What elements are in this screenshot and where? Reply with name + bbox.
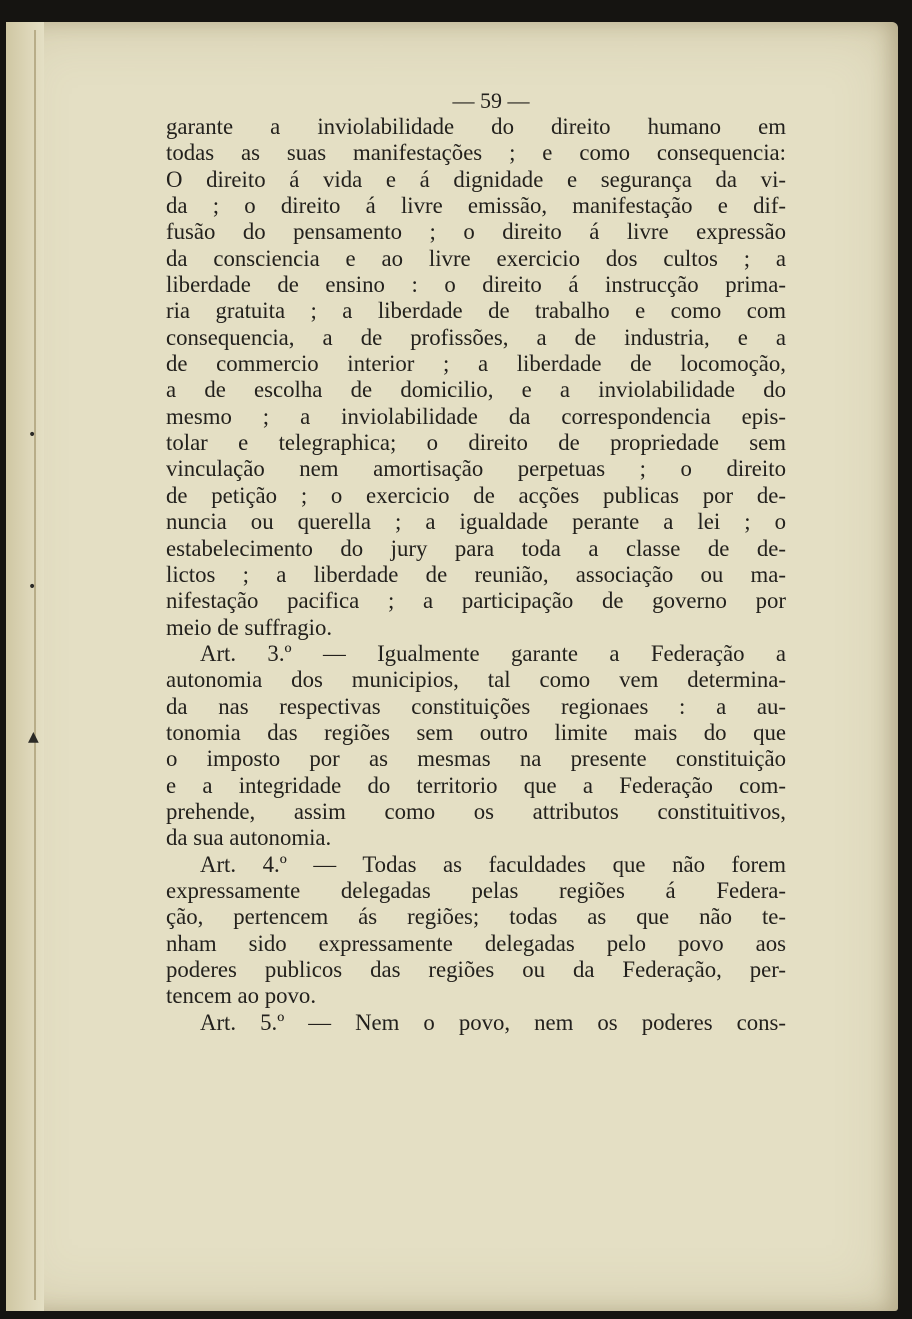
text-line: O direito á vida e á dignidade e segurança da vi- <box>166 166 786 192</box>
text-line: fusão do pensamento ; o direito á livre expressão <box>166 219 786 245</box>
text-line: ção, pertencem ás regiões; todas as que não te- <box>166 904 786 930</box>
text-line: poderes publicos das regiões ou da Federação, per- <box>166 957 786 982</box>
page-text <box>166 88 786 1036</box>
text-line: da nas respectivas constituições regionaes : a au- <box>166 693 786 719</box>
text-line: nuncia ou querella ; a igualdade perante a lei ; o <box>166 509 786 535</box>
text-line: todas as suas manifestações ; e como consequencia: <box>166 140 786 166</box>
text-line: mesmo ; a inviolabilidade da correspondencia epis- <box>166 403 786 429</box>
text-line: tencem ao povo. <box>166 983 317 1009</box>
text-line: estabelecimento do jury para toda a classe de de- <box>166 535 786 561</box>
text-line: de petição ; o exercicio de acções publicas por de- <box>166 482 786 508</box>
article-heading-line: Art. 3.º — Igualmente garante a Federação a <box>200 640 786 666</box>
text-line: de commercio interior ; a liberdade de locomoção, <box>166 351 786 377</box>
text-line: autonomia dos municipios, tal como vem determina- <box>166 667 786 693</box>
binding-mark: • <box>28 427 37 443</box>
text-line: expressamente delegadas pelas regiões á Federa- <box>166 877 786 903</box>
text-line: da consciencia e ao livre exercicio dos cultos ; a <box>166 245 786 271</box>
text-line: ria gratuita ; a liberdade de trabalho e como com <box>166 298 786 324</box>
text-line: nham sido expressamente delegadas pelo povo aos <box>166 930 786 956</box>
binding-mark: • <box>28 579 37 595</box>
text-line: da ; o direito á livre emissão, manifestação e dif- <box>166 193 786 219</box>
page-gutter <box>6 22 44 1311</box>
text-line: meio de suffragio. <box>166 614 333 640</box>
text-line: tonomia das regiões sem outro limite mais do que <box>166 719 786 745</box>
text-line: liberdade de ensino : o direito á instrucção prima- <box>166 272 786 298</box>
binding-crease <box>34 30 36 1300</box>
article-heading-line: Art. 4.º — Todas as faculdades que não forem <box>200 851 786 877</box>
text-line: prehende, assim como os attributos constituitivos, <box>166 798 786 824</box>
text-line: e a integridade do territorio que a Federação com- <box>166 772 786 798</box>
text-line: tolar e telegraphica; o direito de propriedade sem <box>166 430 786 456</box>
text-line: consequencia, a de profissões, a de industria, e a <box>166 324 786 350</box>
page-number: — 59 — <box>452 88 530 113</box>
text-line: o imposto por as mesmas na presente constituição <box>166 746 786 772</box>
text-line: a de escolha de domicilio, e a inviolabilidade do <box>166 377 786 403</box>
text-line: garante a inviolabilidade do direito humano em <box>166 114 786 139</box>
text-line: lictos ; a liberdade de reunião, associação ou ma- <box>166 561 786 587</box>
text-line: vinculação nem amortisação perpetuas ; o direito <box>166 456 786 482</box>
text-line: nifestação pacifica ; a participação de governo por <box>166 588 786 614</box>
binding-mark: ▲ <box>28 729 39 745</box>
text-line: da sua autonomia. <box>166 825 332 851</box>
article-heading-line: Art. 5.º — Nem o povo, nem os poderes cons- <box>200 1009 786 1035</box>
